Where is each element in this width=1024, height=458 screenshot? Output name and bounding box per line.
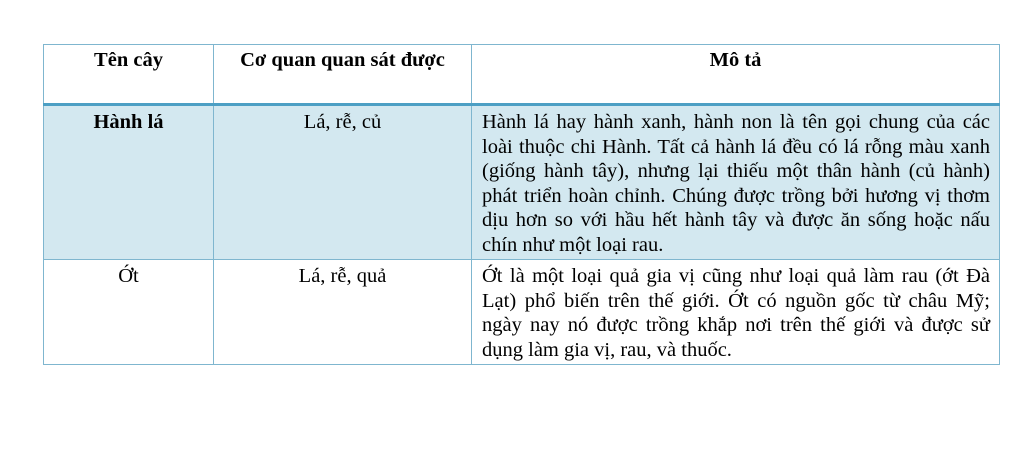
table-row [44, 105, 1000, 260]
header-plant-name: Tên cây [44, 45, 214, 105]
observed-organs-cell: Lá, rễ, củ [214, 105, 472, 260]
plant-observation-table [43, 44, 1000, 365]
header-description: Mô tả [472, 45, 1000, 105]
header-row [44, 45, 1000, 105]
description-cell: Ớt là một loại quả gia vị cũng như loại quả làm rau (ớt Đà Lạt) phổ biến trên thế giới. Ớt có nguồn gốc từ châu Mỹ; ngày nay nó được trồng khắp nơi trên thế giới và được sử dụng làm gia vị, rau, và thuốc. [472, 260, 1000, 365]
description-cell: Hành lá hay hành xanh, hành non là tên gọi chung của các loài thuộc chi Hành. Tất cả hành lá đều có lá rỗng màu xanh (giống hành tây), nhưng lại thiếu một thân hành (củ hành) phát triển hoàn chỉnh. Chúng được trồng bởi hương vị thơm dịu hơn so với hầu hết hành tây và được ăn sống hoặc nấu chín như một loại rau. [472, 105, 1000, 260]
observed-organs-cell: Lá, rễ, quả [214, 260, 472, 365]
plant-name-cell: Ớt [44, 260, 214, 365]
table-header [44, 45, 1000, 105]
table-body [44, 105, 1000, 365]
plant-name-cell: Hành lá [44, 105, 214, 260]
header-observed-organs: Cơ quan quan sát được [214, 45, 472, 105]
table-row [44, 260, 1000, 365]
